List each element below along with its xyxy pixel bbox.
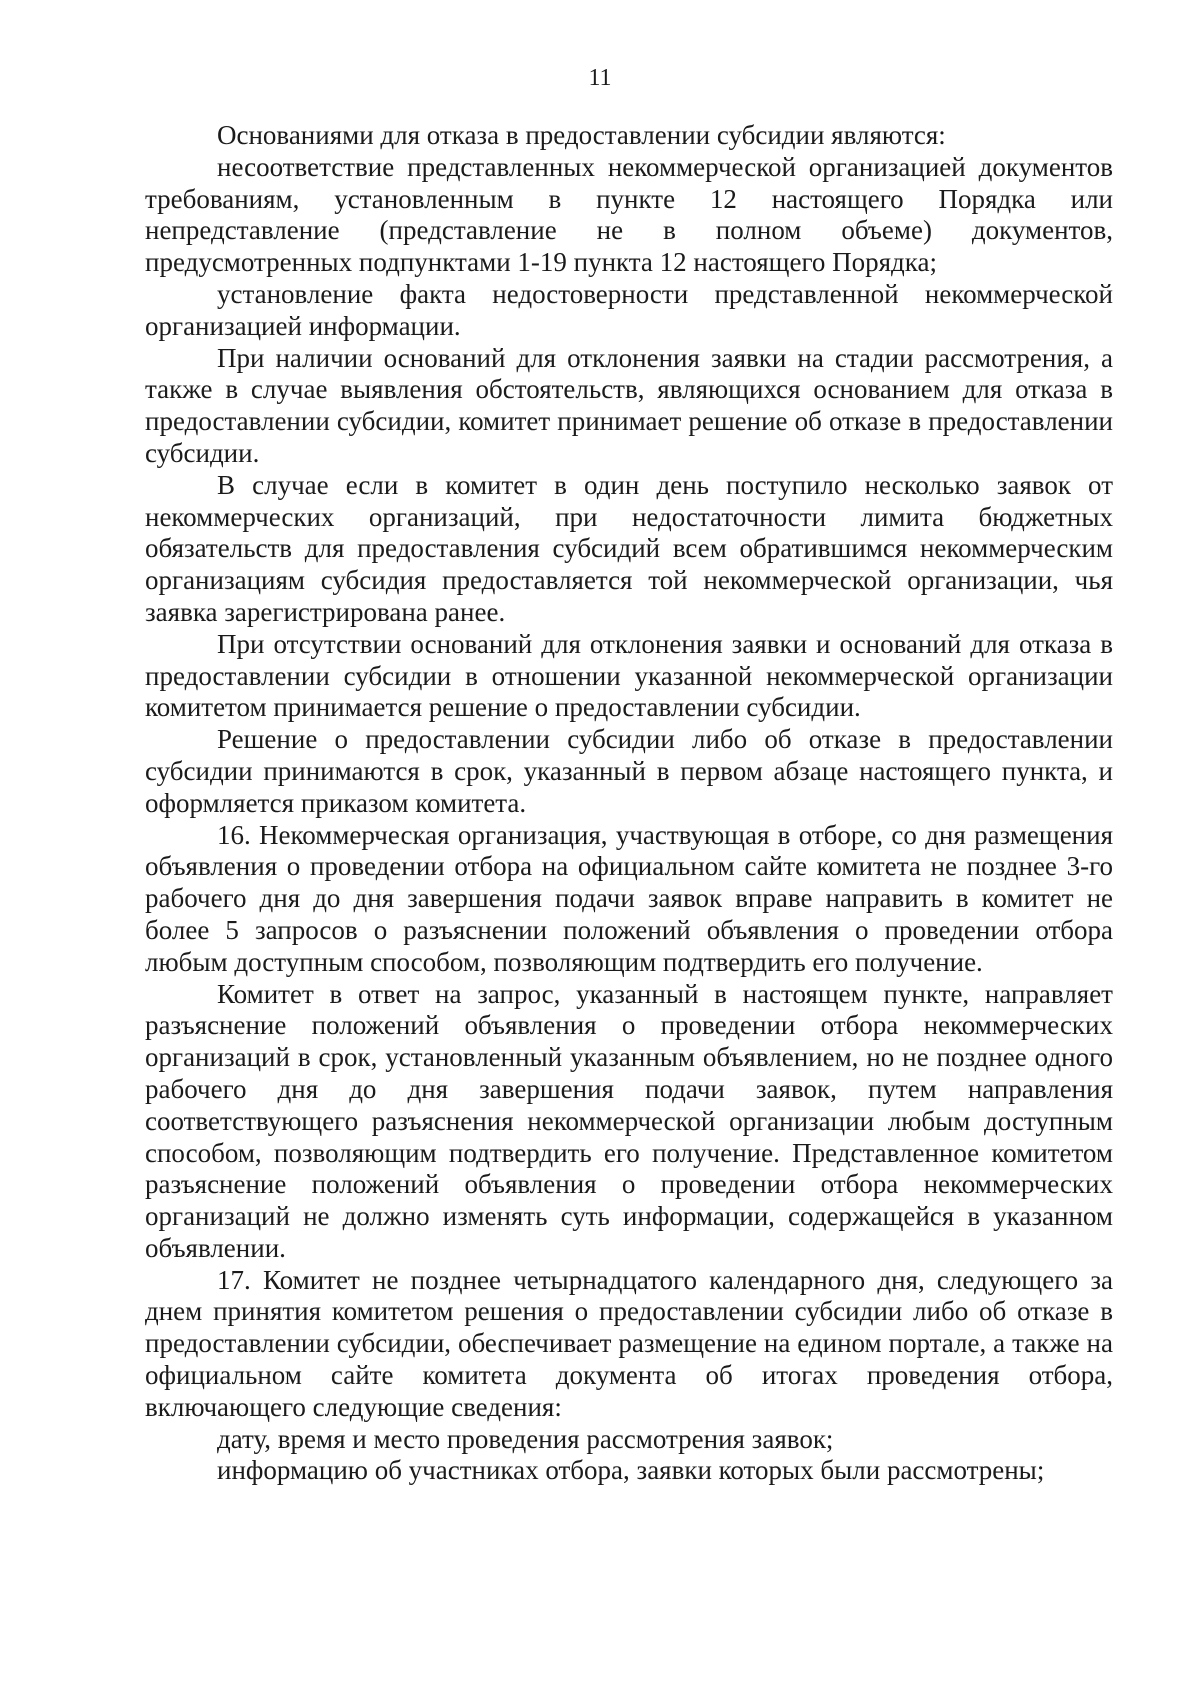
paragraph-refusal-grounds-intro: Основаниями для отказа в предоставлении субсидии являются: (217, 120, 946, 150)
paragraph-review-date: дату, время и место проведения рассмотрения заявок; (217, 1423, 834, 1454)
page-number: 11 (588, 65, 612, 91)
paragraph-nonconformity: несоответствие представленных некоммерческой организацией документов требованиям, установленным в пункте 12 настоящего Порядка или непредставление (представление не в полном объеме) документов, предусмотренных подпунктами 1-19 пункта 12 настоящего Порядка; (145, 151, 1113, 278)
paragraph-unreliable-info: установление факта недостоверности представленной некоммерческой организацией информации. (145, 278, 1113, 341)
paragraph-rejection-decision: При наличии оснований для отклонения заявки на стадии рассмотрения, а также в случае выявления обстоятельств, являющихся основанием для отказа в предоставлении субсидии, комитет принимает решение об отказе в предоставлении субсидии. (145, 342, 1113, 468)
paragraph-clause-16: 16. Некоммерческая организация, участвующая в отборе, со дня размещения объявления о проведении отбора на официальном сайте комитета не позднее 3-го рабочего дня до дня завершения подачи заявок вправе направить в комитет не более 5 запросов о разъяснении положений объявления о проведении отбора любым доступным способом, позволяющим подтвердить его получение. (145, 819, 1113, 977)
paragraph-grant-decision: При отсутствии оснований для отклонения заявки и оснований для отказа в предоставлении субсидии в отношении указанной некоммерческой организации комитетом принимается решение о предоставлении субсидии. (145, 628, 1113, 723)
paragraph-committee-response: Комитет в ответ на запрос, указанный в настоящем пункте, направляет разъяснение положений объявления о проведении отбора некоммерческих организаций в срок, установленный указанным объявлением, но не позднее одного рабочего дня до дня завершения подачи заявок, путем направления соответствующего разъяснения некоммерческой организации любым доступным способом, позволяющим подтвердить его получение. Представленное комитетом разъяснение положений объявления о проведении отбора некоммерческих организаций не должно изменять суть информации, содержащейся в указанном объявлении. (145, 978, 1113, 1263)
paragraph-decision-deadline: Решение о предоставлении субсидии либо об отказе в предоставлении субсидии принимаются в срок, указанный в первом абзаце настоящего пункта, и оформляется приказом комитета. (145, 724, 1113, 818)
paragraph-multiple-applications: В случае если в комитет в один день поступило несколько заявок от некоммерческих организаций, при недостаточности лимита бюджетных обязательств для предоставления субсидий всем обратившимся некоммерческим организациям субсидия предоставляется той некоммерческой организации, чья заявка зарегистрирована ранее. (145, 469, 1113, 627)
paragraph-participants-info: информацию об участниках отбора, заявки которых были рассмотрены; (217, 1455, 1045, 1486)
document-body (145, 120, 1113, 1487)
paragraph-clause-17: 17. Комитет не позднее четырнадцатого календарного дня, следующего за днем принятия комитетом решения о предоставлении субсидии либо об отказе в предоставлении субсидии, обеспечивает размещение на едином портале, а также на официальном сайте комитета документа об итогах проведения отбора, включающего следующие сведения: (145, 1264, 1113, 1422)
